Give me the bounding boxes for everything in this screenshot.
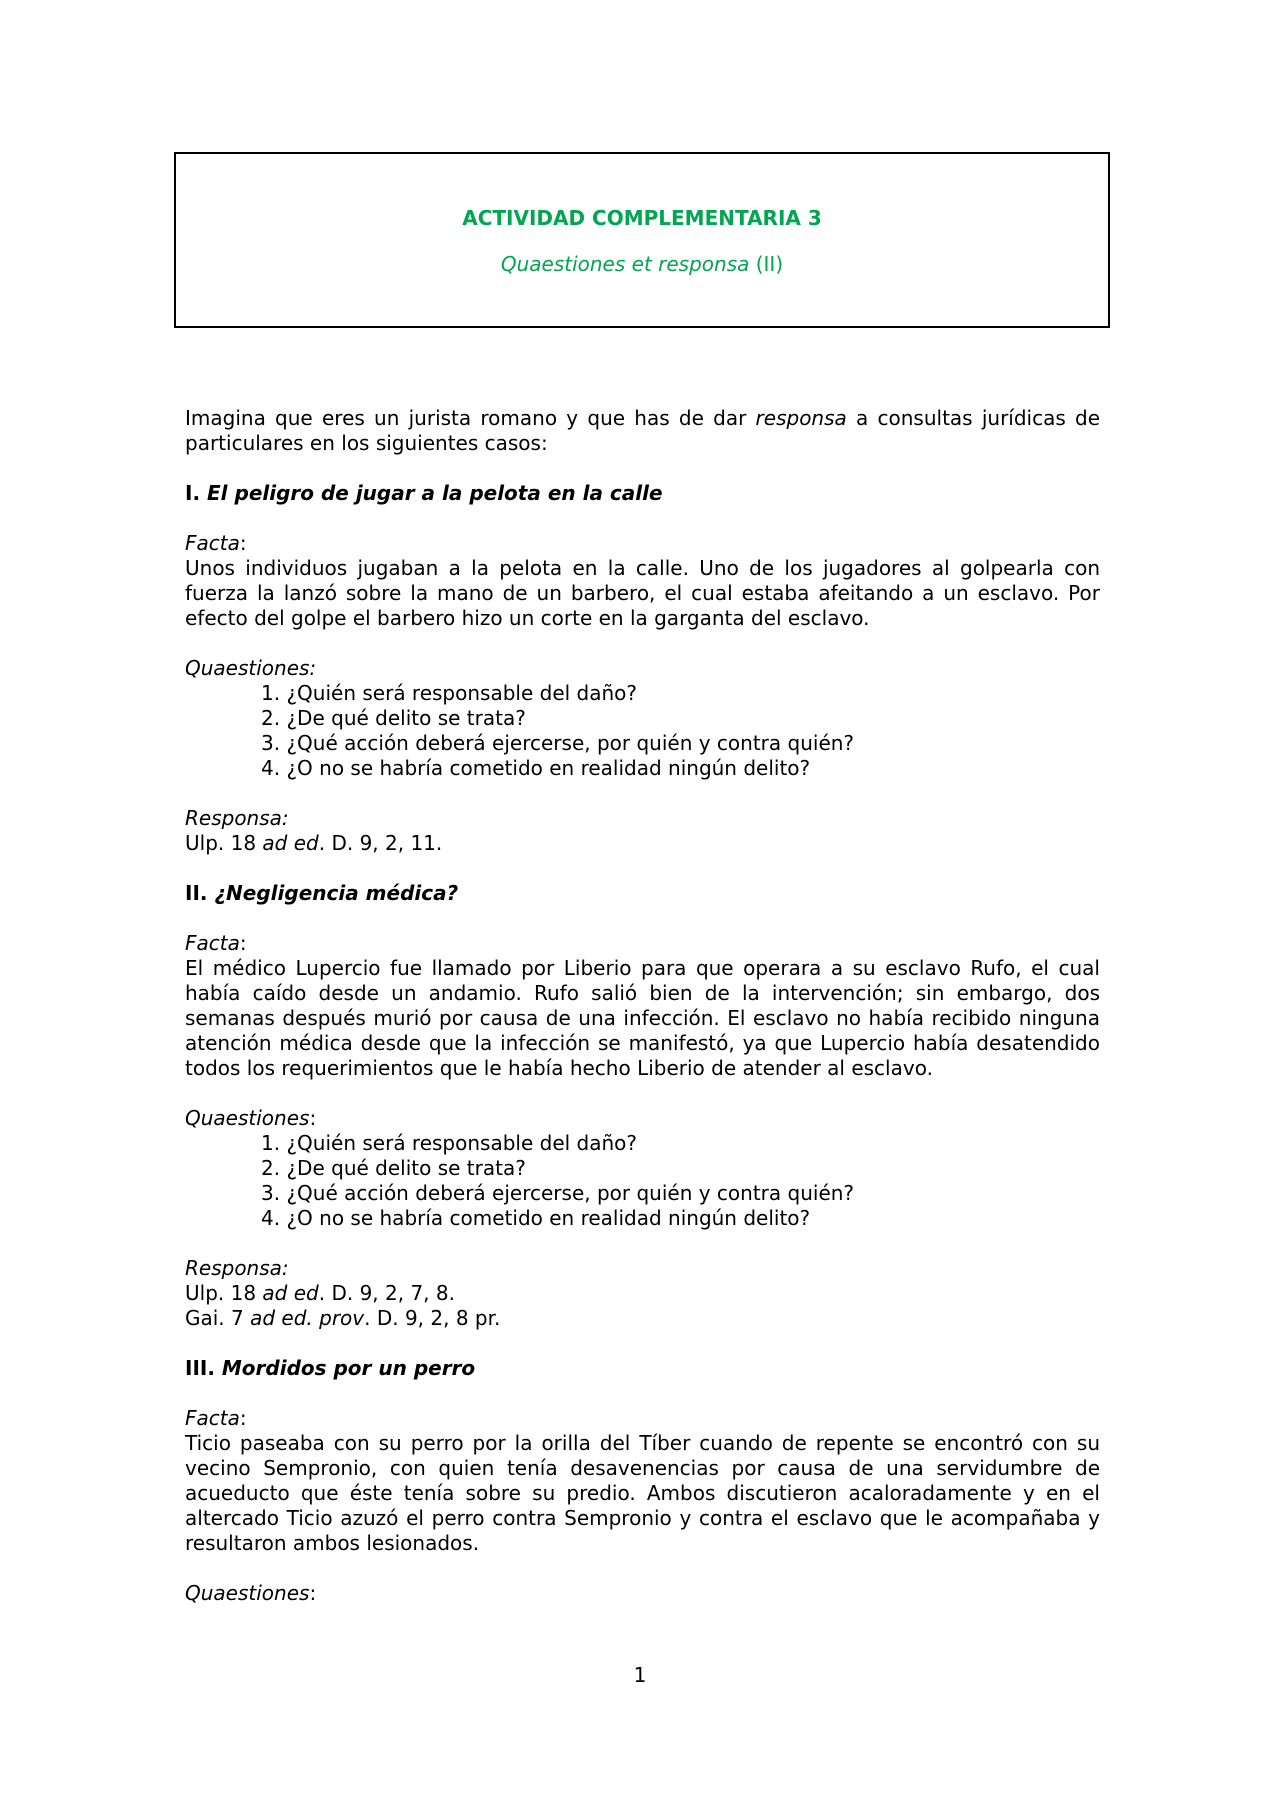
list-item: 4. ¿O no se habría cometido en realidad ningún delito? xyxy=(261,1206,811,1230)
document-body xyxy=(185,406,1100,1606)
section-heading-3: III. Mordidos por un perro xyxy=(185,1356,476,1380)
facta-label-2: Facta: xyxy=(185,931,247,955)
facta-text-2: El médico Lupercio fue llamado por Liberio para que operara a su esclavo Rufo, el cual había caído desde un andamio. Rufo salió bien de la intervención; sin embargo, dos semanas después murió por causa de una infección. El esclavo no había recibido ninguna atención médica desde que la infección se manifestó, ya que Lupercio había desatendido todos los requerimientos que le había hecho Liberio de atender al esclavo. xyxy=(185,956,1100,1080)
quaestiones-label-3: Quaestiones: xyxy=(185,1581,317,1605)
subtitle-italic: Quaestiones et responsa xyxy=(500,252,750,276)
list-item: 3. ¿Qué acción deberá ejercerse, por quién y contra quién? xyxy=(261,1181,855,1205)
question-list-1 xyxy=(185,681,1100,781)
page-number: 1 xyxy=(633,1663,647,1687)
responsa-citation: Ulp. 18 ad ed. D. 9, 2, 7, 8. xyxy=(185,1281,455,1305)
list-item: 4. ¿O no se habría cometido en realidad ningún delito? xyxy=(261,756,811,780)
intro-paragraph: Imagina que eres un jurista romano y que has de dar responsa a consultas jurídicas de particulares en los siguientes casos: xyxy=(185,406,1101,455)
responsa-label-2: Responsa: xyxy=(185,1256,289,1280)
responsa-citation: Ulp. 18 ad ed. D. 9, 2, 11. xyxy=(185,831,443,855)
facta-label-1: Facta: xyxy=(185,531,247,555)
list-item: 2. ¿De qué delito se trata? xyxy=(261,1156,526,1180)
question-list-2 xyxy=(185,1131,1100,1231)
list-item: 2. ¿De qué delito se trata? xyxy=(261,706,526,730)
list-item: 1. ¿Quién será responsable del daño? xyxy=(261,681,638,705)
subtitle-suffix: (II) xyxy=(749,252,784,276)
quaestiones-label-1: Quaestiones: xyxy=(185,656,317,680)
facta-text-3: Ticio paseaba con su perro por la orilla del Tíber cuando de repente se encontró con su vecino Sempronio, con quien tenía desavenencias por causa de una servidumbre de acueducto que éste tenía sobre su predio. Ambos discutieron acaloradamente y en el altercado Ticio azuzó el perro contra Sempronio y contra el esclavo que le acompañaba y resultaron ambos lesionados. xyxy=(185,1431,1100,1555)
list-item: 3. ¿Qué acción deberá ejercerse, por quién y contra quién? xyxy=(261,731,855,755)
responsa-label-1: Responsa: xyxy=(185,806,289,830)
document-title: ACTIVIDAD COMPLEMENTARIA 3 xyxy=(462,206,822,230)
list-item: 1. ¿Quién será responsable del daño? xyxy=(261,1131,638,1155)
document-subtitle xyxy=(176,251,1108,277)
title-box xyxy=(174,152,1110,328)
facta-label-3: Facta: xyxy=(185,1406,247,1430)
responsa-citation: Gai. 7 ad ed. prov. D. 9, 2, 8 pr. xyxy=(185,1306,501,1330)
section-heading-1: I. El peligro de jugar a la pelota en la calle xyxy=(185,481,663,505)
section-heading-2: II. ¿Negligencia médica? xyxy=(185,881,459,905)
facta-text-1: Unos individuos jugaban a la pelota en la calle. Uno de los jugadores al golpearla con fuerza la lanzó sobre la mano de un barbero, el cual estaba afeitando a un esclavo. Por efecto del golpe el barbero hizo un corte en la garganta del esclavo. xyxy=(185,556,1100,630)
quaestiones-label-2: Quaestiones: xyxy=(185,1106,317,1130)
